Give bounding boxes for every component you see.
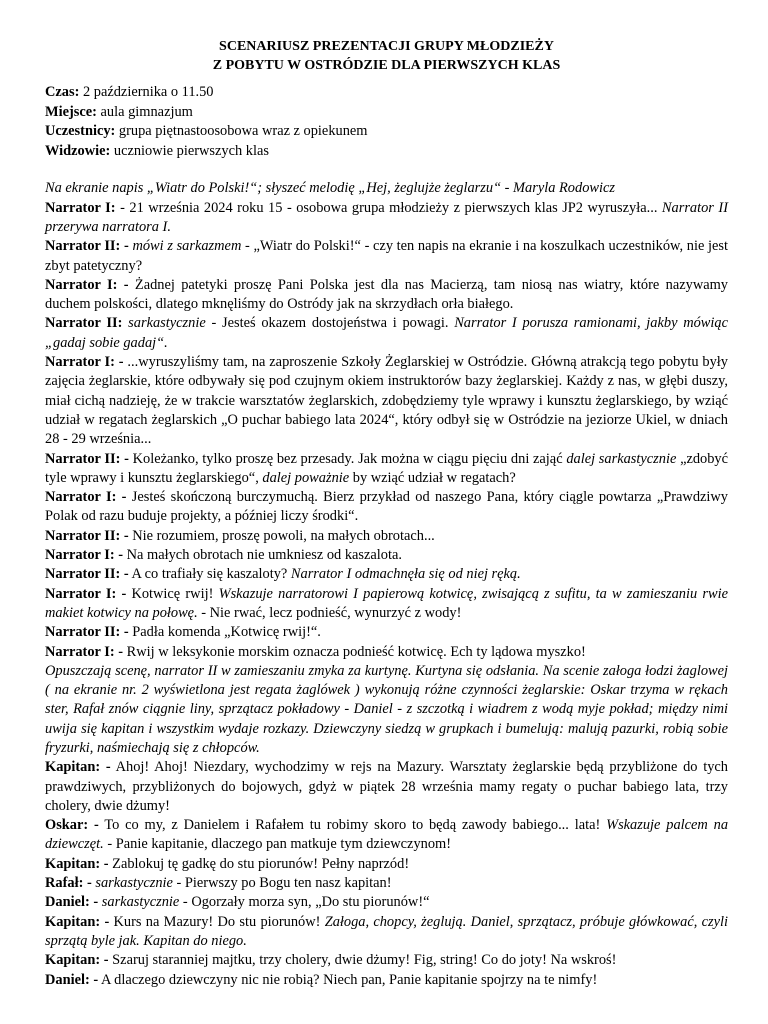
speaker-label: Narrator I: - [45, 354, 124, 371]
speaker-label: Narrator I: - [45, 643, 124, 660]
dialogue-text: Szaruj staranniej majtku, trzy cholery, dwie dżumy! Fig, string! Co do joty! Na wskroś! [108, 952, 617, 969]
script-paragraph [45, 237, 728, 276]
script-paragraph [45, 971, 728, 990]
script-paragraph [45, 314, 728, 353]
meta-row-time [45, 83, 728, 103]
dialogue-text: A co trafiały się kaszaloty? [128, 566, 291, 583]
dialogue-text: Zablokuj tę gadkę do stu piorunów! Pełny naprzód! [108, 855, 410, 872]
dialogue-text: Jesteś skończoną burczymuchą. Bierz przykład od naszego Pana, który ciągle powtarza „Prawdziwy Polak od razu buduje projekty, a później liczy środki“. [45, 489, 728, 525]
script-paragraph [45, 585, 728, 624]
script-paragraph [45, 855, 728, 874]
script-paragraph [45, 276, 728, 315]
speaker-label: Narrator II: - [45, 566, 129, 583]
dialogue-text: Żadnej patetyki proszę Pani Polska jest dla nas Macierzą, tam niosą nas wiatry, które nazywamy duchem polskości, dlatego mknęliśmy do Ostródy jak na skrzydłach orła białego. [45, 276, 728, 313]
script-paragraph [45, 951, 728, 970]
dialogue-text: Rwij w leksykonie morskim oznacza podnieść kotwicę. Ech ty lądowa myszko! [123, 643, 586, 660]
stage-direction: Na ekranie napis „Wiatr do Polski!“; słyszeć melodię „Hej, żeglujże żeglarzu“ - Maryla Rodowicz [45, 180, 615, 197]
script-paragraph [45, 565, 728, 584]
script-paragraph [45, 199, 728, 238]
meta-row-place [45, 103, 728, 123]
stage-direction: Narrator II przerywa narratora I. [45, 199, 728, 235]
dialogue-text: A dlaczego dziewczyny nic nie robią? Niech pan, Panie kapitanie spojrzy na te nimfy! [98, 971, 598, 988]
speaker-label: Narrator I: [45, 199, 116, 216]
stage-direction: Wskazuje narratorowi I papierową kotwicę, zwisającą z sufitu, ta w zamieszaniu rwie makiet kotwicy na połowę. [45, 585, 728, 621]
dialogue-text: Nie rozumiem, proszę powoli, na małych obrotach... [128, 527, 435, 544]
dialogue-text: - Ogorzały morza syn, „Do stu piorunów!“ [179, 894, 430, 911]
meta-value: aula gimnazjum [96, 103, 193, 120]
speaker-label: Rafał: - [45, 875, 92, 892]
stage-direction: Wskazuje palcem na dziewczęt. [45, 817, 729, 853]
speaker-label: Narrator II: - [45, 450, 129, 467]
metadata-block [45, 83, 728, 161]
dialogue-text: Na małych obrotach nie umkniesz od kaszalota. [123, 547, 402, 564]
speaker-label: Daniel: - [45, 971, 99, 988]
stage-direction: sarkastycznie [128, 315, 206, 332]
stage-direction: sarkastycznie [95, 875, 173, 892]
stage-direction: Załoga, chopcy, żeglują. Daniel, sprzątacz, próbuje główkować, czyli sprzątą byle jak. Kapitan do niego. [45, 913, 728, 949]
dialogue-text: - Panie kapitanie, dlaczego pan matkuje tym dziewczynom! [103, 836, 452, 853]
stage-direction: Narrator I porusza ramionami, jakby mówiąc „gadaj sobie gadaj“. [45, 315, 728, 351]
meta-row-audience [45, 142, 728, 162]
meta-label: Miejsce: [45, 103, 97, 120]
dialogue-text: by wziąć udział w regatach? [349, 469, 516, 486]
dialogue-text: - Jesteś okazem dostojeństwa i powagi. [205, 315, 455, 332]
document-title-line-1: SCENARIUSZ PREZENTACJI GRUPY MŁODZIEŻY [219, 39, 554, 54]
document-title-line-2: Z POBYTU W OSTRÓDZIE DLA PIERWSZYCH KLAS [212, 58, 561, 73]
dialogue-text: To co my, z Danielem i Rafałem tu robimy skoro to będą zawody babiego... lata! [98, 817, 607, 834]
speaker-label: Narrator II: - [45, 527, 129, 544]
stage-direction: Narrator I odmachnęła się od niej ręką. [290, 566, 521, 583]
speaker-label: Kapitan: - [45, 952, 109, 969]
script-paragraph [45, 893, 728, 912]
meta-row-participants [45, 122, 728, 142]
speaker-label: Oskar: - [45, 817, 99, 834]
script-paragraph [45, 353, 728, 449]
script-paragraph [45, 913, 728, 952]
speaker-label: Narrator I: - [45, 276, 129, 293]
dialogue-text: Ahoj! Ahoj! Niezdary, wychodzimy w rejs na Mazury. Warsztaty żeglarskie będą przybliżone do tych prawdziwych, przybliżonych do bojowych, gdyż w piątek 28 września mamy regaty o puchar babiego lata, trzy cholery, dwie dżumy! [45, 759, 728, 814]
script-paragraph [45, 527, 728, 546]
speaker-label: Narrator II: - [45, 624, 129, 641]
dialogue-text: ...wyruszyliśmy tam, na zaproszenie Szkoły Żeglarskiej w Ostródzie. Główną atrakcją tego pobytu były zajęcia żeglarskie, które odbywały się pod czujnym okiem instruktorów bazy żeglarskiej. Każdy z nas, w głębi duszy, miał cichą nadzieję, że w trakcie warsztatów żeglarskich, zdobędziemy tyle wprawy i kunsztu żeglarskiego, by wziąć udział w regatach żeglarskich „O puchar babiego lata 2024“, który odbył się w Ostródzie na jeziorze Ukiel, w dniach 28 - 29 września... [45, 354, 728, 448]
stage-direction: mówi z sarkazmem [132, 238, 242, 255]
speaker-label: Kapitan: - [45, 913, 110, 930]
dialogue-text: „zdobyć tyle wprawy i kunsztu żeglarskiego“, [45, 450, 729, 486]
stage-direction: dalej sarkastycznie [566, 450, 677, 467]
script-paragraph [45, 643, 728, 662]
dialogue-text: - „Wiatr do Polski!“ - czy ten napis na ekranie i na koszulkach uczestników, nie jest zbyt patetyczny? [45, 238, 729, 274]
speaker-label: Narrator I: - [45, 585, 127, 602]
meta-value: uczniowie pierwszych klas [110, 142, 269, 159]
speaker-label: Narrator II: [45, 315, 123, 332]
dialogue-text: Padła komenda „Kotwicę rwij!“. [128, 624, 321, 641]
script-body [45, 179, 728, 989]
meta-value: 2 października o 11.50 [79, 84, 214, 100]
meta-label: Uczestnicy: [45, 123, 116, 140]
script-paragraph [45, 758, 728, 816]
speaker-label: Kapitan: - [45, 855, 109, 872]
meta-value: grupa piętnastoosobowa wraz z opiekunem [115, 123, 368, 140]
meta-label: Czas: [45, 84, 80, 100]
speaker-label: Kapitan: - [45, 759, 111, 776]
dialogue-text: - Pierwszy po Bogu ten nasz kapitan! [172, 875, 392, 892]
stage-direction: dalej poważnie [262, 469, 350, 486]
stage-direction: sarkastycznie [101, 894, 180, 911]
stage-direction: Opuszczają scenę, narrator II w zamieszaniu zmyka za kurtynę. Kurtyna się odsłania. Na scenie załoga łodzi żaglowej ( na ekranie nr. 2 wyświetlona jest regata żaglówek ) wykonują różne czynności żeglarskie: Oskar trzyma w rękach ster, Rafał znów ciągnie liny, sprzątacz pokładowy - Daniel - z szczotką i wiadrem z wodą myje pokład; między nimi uwija się kapitan i wszystkim wydaje rozkazy. Dziewczyny siedzą w grupkach i bumelują: malują pazurki, robią sobie fryzurki, naśmiechają się z chłopców. [45, 662, 728, 756]
script-paragraph [45, 546, 728, 565]
script-paragraph [45, 623, 728, 642]
speaker-label: Narrator I: - [45, 489, 127, 506]
script-paragraph [45, 488, 728, 527]
script-paragraph [45, 662, 728, 758]
meta-label: Widzowie: [45, 142, 111, 159]
speaker-label: Daniel: - [45, 894, 99, 911]
dialogue-text: Kotwicę rwij! [126, 585, 219, 602]
dialogue-text: Kurs na Mazury! Do stu piorunów! [109, 913, 325, 930]
dialogue-text: Koleżanko, tylko proszę bez przesady. Jak można w ciągu pięciu dni zająć [128, 450, 567, 467]
script-paragraph [45, 450, 728, 489]
speaker-label: Narrator II: - [45, 238, 129, 255]
script-paragraph [45, 874, 728, 893]
dialogue-text: - Nie rwać, lecz podnieść, wynurzyć z wody! [197, 604, 462, 621]
speaker-label: Narrator I: - [45, 547, 124, 564]
dialogue-text: - 21 września 2024 roku 15 - osobowa grupa młodzieży z pierwszych klas JP2 wyruszyła... [115, 199, 662, 216]
script-paragraph [45, 179, 728, 198]
script-paragraph [45, 816, 728, 855]
